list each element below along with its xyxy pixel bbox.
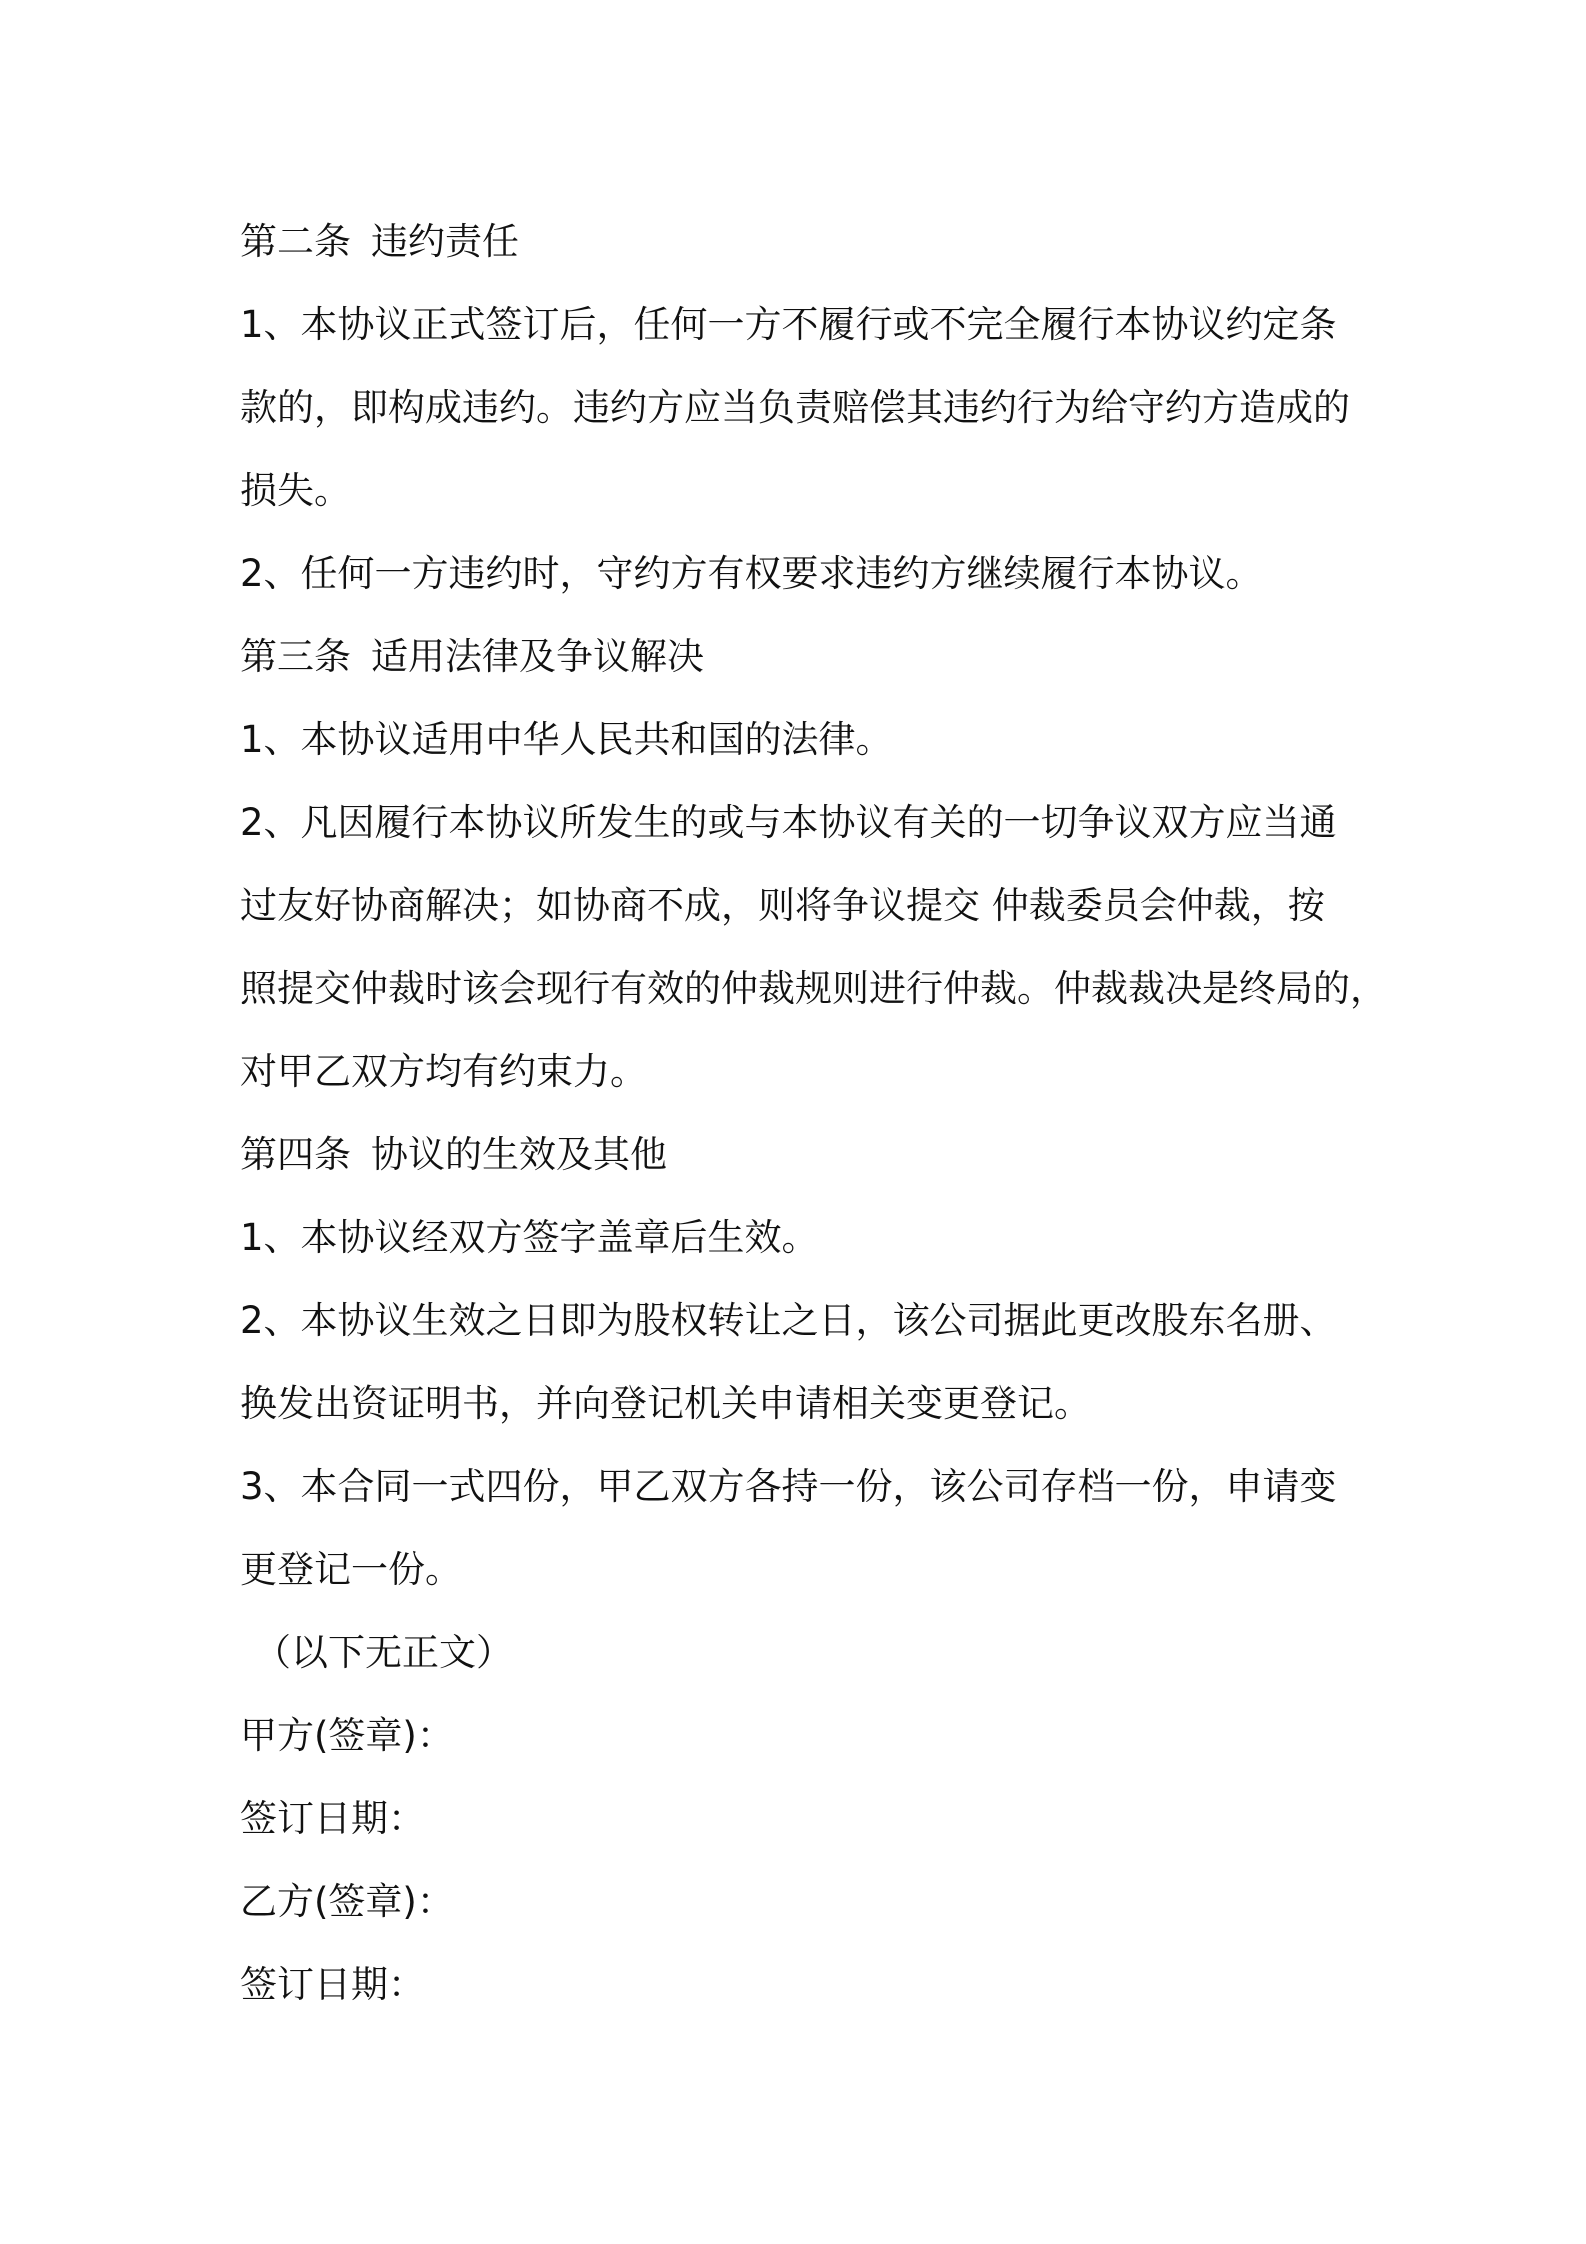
section-number: 第二条 [240,220,351,263]
clause-line: 对甲乙双方均有约束力。 [240,1050,647,1093]
section-number: 第四条 [240,1133,351,1176]
party-b-signature-label: 乙方(签章)： [240,1880,454,1923]
section-heading [240,1113,1370,1196]
clause-line: 损失。 [240,469,351,512]
end-note: （以下无正文） [254,1631,513,1674]
party-a-date-label: 签订日期： [240,1797,425,1840]
clause-line: 换发出资证明书，并向登记机关申请相关变更登记。 [240,1382,1091,1425]
document-body [240,200,1387,2026]
party-b-date-label: 签订日期： [240,1963,425,2006]
clause-line: 照提交仲裁时该会现行有效的仲裁规则进行仲裁。仲裁裁决是终局的， [240,967,1387,1010]
clause-line: 款的，即构成违约。违约方应当负责赔偿其违约行为给守约方造成的 [240,386,1350,429]
clause [240,698,1370,781]
section-heading [240,615,1370,698]
clause [240,1279,1370,1445]
signature-block [240,1694,1370,2026]
clause [240,1196,1370,1279]
clause [240,532,1370,615]
clause [240,1445,1370,1611]
clause [240,781,1387,1113]
party-a-signature-label: 甲方(签章)： [240,1714,454,1757]
section-heading [240,200,1370,283]
clause-line: 1、本协议经双方签字盖章后生效。 [240,1216,819,1259]
clause-line: 过友好协商解决；如协商不成，则将争议提交 仲裁委员会仲裁，按 [240,884,1325,927]
section-title: 适用法律及争议解决 [371,635,704,678]
clause-line: 2、任何一方违约时，守约方有权要求违约方继续履行本协议。 [240,552,1263,595]
section-number: 第三条 [240,635,351,678]
clause-line: 1、本协议适用中华人民共和国的法律。 [240,718,893,761]
clause-line: 更登记一份。 [240,1548,462,1591]
clause-line: 2、凡因履行本协议所发生的或与本协议有关的一切争议双方应当通 [240,801,1337,844]
clause-line: 1、本协议正式签订后，任何一方不履行或不完全履行本协议约定条 [240,303,1337,346]
clause [240,283,1370,532]
clause-line: 3、本合同一式四份，甲乙双方各持一份，该公司存档一份，申请变 [240,1465,1337,1508]
clause-line: 2、本协议生效之日即为股权转让之日，该公司据此更改股东名册、 [240,1299,1337,1342]
section-title: 协议的生效及其他 [371,1133,667,1176]
section-title: 违约责任 [371,220,519,263]
